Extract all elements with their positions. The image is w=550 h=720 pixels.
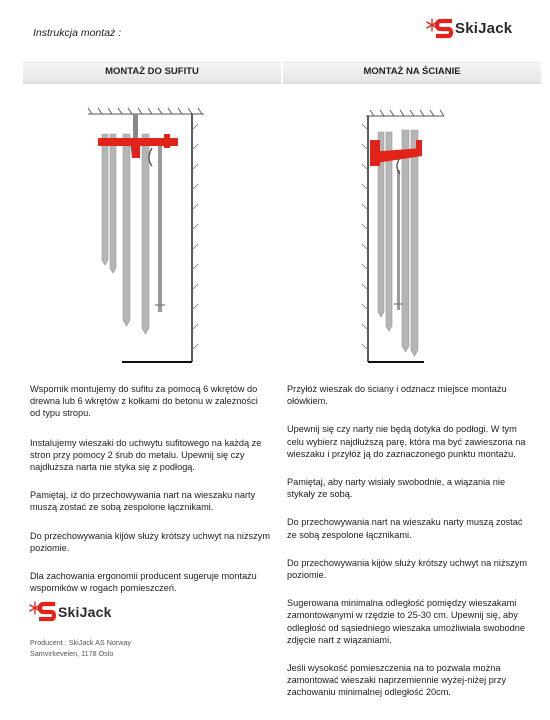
right-paragraph: Sugerowana minimalna odległość pomiędzy wieszakami zamontowanymi w rzędzie to 25-30 cm. Upewnij się, aby odległość od sąsiedniego wieszaka umożliwiała swobodne zdjęcie nart z wiązaniami. (287, 598, 525, 645)
ceiling-mount-illustration (80, 100, 220, 370)
skijack-s-logo-icon (28, 597, 58, 627)
right-instructions (287, 383, 531, 699)
right-paragraph: Do przechowywania kijów służy krótszy uchwyt na niższym poziomie. (287, 557, 527, 581)
left-paragraph: Wspornik montujemy do sufitu za pomocą 6 wkrętów do drewna lub 6 wkrętów z kołkami do betonu w zależności od typu stropu. (30, 384, 258, 419)
brand-logo-bottom (28, 597, 168, 627)
right-paragraph: Upewnij się czy narty nie będą dotyka do podłogi. W tym celu wybierz najdłuższą parę, która ma być zawieszona na wieszaku i przyłóż ją do zaznaczonego punktu montażu. (287, 424, 526, 459)
right-paragraph: Przyłóż wieszak do ściany i odznacz miejsce montażu ołówkiem. (287, 384, 507, 407)
right-paragraph: Pamiętaj, aby narty wisiały swobodnie, a wiązania nie stykały ze sobą. (287, 477, 506, 500)
left-paragraph: Dla zachowania ergonomii producent sugeruje montażu wsporników w rogach pomieszczeń. (30, 571, 257, 594)
skijack-s-logo-icon (425, 14, 455, 44)
left-paragraph: Do przechowywania kijów służy krótszy uchwyt na niższym poziomie. (30, 530, 270, 553)
left-paragraph: Pamiętaj, iż do przechowywania nart na wieszaku narty muszą zostać ze sobą zespolone łącznikami. (30, 490, 256, 513)
left-instructions (30, 383, 270, 594)
address-line: Samvirkeveien, 1178 Oslo (30, 649, 114, 658)
wall-mount-title: MONTAŻ NA ŚCIANIE (363, 66, 461, 77)
producer-info (30, 637, 131, 659)
wall-mount-illustration (340, 100, 470, 370)
right-paragraph: Jeśli wysokość pomieszczenia na to pozwala można zamontować wieszaki naprzemiennie wyżej-niżej przy zachowaniu minimalnej odległość 20cm. (287, 663, 507, 698)
ceiling-mount-title: MONTAŻ DO SUFITU (105, 66, 199, 77)
producer-line: Producent : SkiJack AS Norway (30, 638, 132, 647)
left-paragraph: Instalujemy wieszaki do uchwytu sufitowego na każdą ze stron przy pomocy 2 śrub do metalu. Upewnij się czy najdłuższa narta nie styka się z podłogą. (30, 437, 262, 473)
instruction-title: Instrukcja montaż : (33, 27, 122, 39)
brand-name: SkiJack (58, 604, 112, 620)
brand-logo-top (425, 14, 535, 44)
right-paragraph: Do przechowywania nart na wieszaku narty muszą zostać ze sobą zespolone łącznikami. (287, 517, 523, 540)
brand-name: SkiJack (455, 20, 513, 37)
